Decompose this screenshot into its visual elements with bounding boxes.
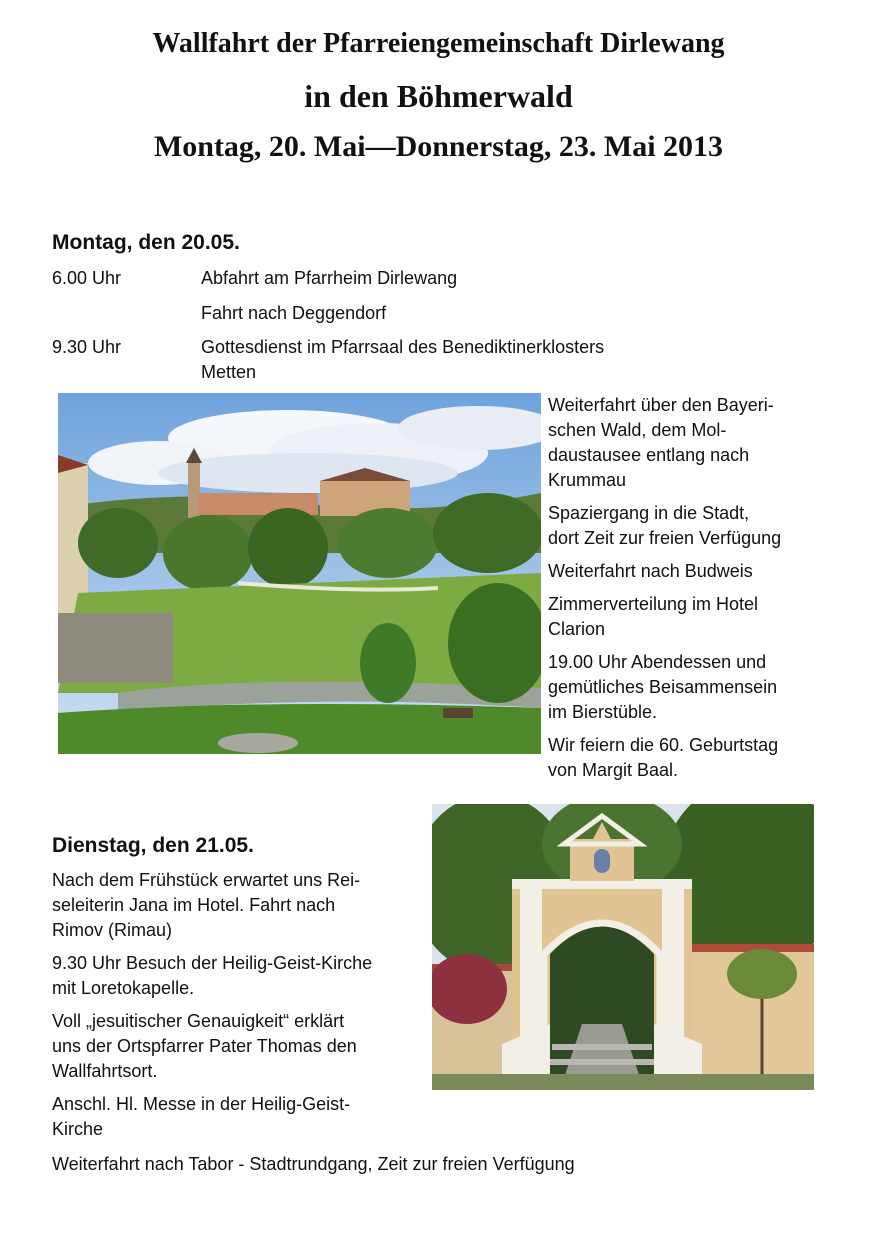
- side-line: schen Wald, dem Mol-: [548, 420, 727, 440]
- day2-line: Voll „jesuitischer Genauigkeit“ erklärt: [52, 1011, 345, 1031]
- side-line: dort Zeit zur freien Verfügung: [548, 528, 782, 548]
- krumau-landscape-photo: [58, 393, 541, 754]
- side-paragraph-6: [548, 733, 868, 783]
- side-line: Krummau: [548, 470, 627, 490]
- title-line-3: Montag, 20. Mai—Donnerstag, 23. Mai 2013: [153, 130, 724, 163]
- day2-line: Wallfahrtsort.: [52, 1061, 158, 1081]
- side-line: Weiterfahrt nach Budweis: [548, 561, 753, 581]
- day2-line: mit Loretokapelle.: [52, 978, 195, 998]
- schedule-text-3a: Gottesdienst im Pfarrsaal des Benediktinerklosters: [201, 337, 605, 357]
- day1-heading: Montag, den 20.05.: [52, 231, 240, 254]
- church-gate-photo: [432, 804, 814, 1090]
- day2-text: [52, 868, 432, 1150]
- side-line: im Bierstüble.: [548, 702, 658, 722]
- side-line: von Margit Baal.: [548, 760, 679, 780]
- day2-line: uns der Ortspfarrer Pater Thomas den: [52, 1036, 357, 1056]
- day2-line: 9.30 Uhr Besuch der Heilig-Geist-Kirche: [52, 953, 373, 973]
- side-paragraph-5: [548, 650, 868, 725]
- side-paragraph-2: [548, 501, 868, 551]
- day2-paragraph-3: [52, 1009, 432, 1084]
- side-paragraph-4: [548, 592, 868, 642]
- title-line-1: Wallfahrt der Pfarreiengemeinschaft Dirlewang: [152, 28, 725, 59]
- day2-line: Kirche: [52, 1119, 104, 1139]
- day2-line: Nach dem Frühstück erwartet uns Rei-: [52, 870, 361, 890]
- day2-paragraph-1: [52, 868, 432, 943]
- side-line: Zimmerverteilung im Hotel: [548, 594, 759, 614]
- day2-paragraph-2: [52, 951, 432, 1001]
- day2-final-line: Weiterfahrt nach Tabor - Stadtrundgang, Zeit zur freien Verfügung: [52, 1154, 575, 1174]
- side-line: Spaziergang in die Stadt,: [548, 503, 750, 523]
- day2-line: Rimov (Rimau): [52, 920, 173, 940]
- day2-heading: Dienstag, den 21.05.: [52, 834, 254, 857]
- day1-side-text: [548, 393, 868, 791]
- schedule-time-1: 6.00 Uhr: [52, 268, 122, 288]
- side-paragraph-1: [548, 393, 868, 493]
- side-line: 19.00 Uhr Abendessen und: [548, 652, 767, 672]
- day2-line: Anschl. Hl. Messe in der Heilig-Geist-: [52, 1094, 351, 1114]
- schedule-text-2: Fahrt nach Deggendorf: [201, 303, 387, 323]
- side-line: Clarion: [548, 619, 606, 639]
- side-line: Wir feiern die 60. Geburtstag: [548, 735, 779, 755]
- side-line: daustausee entlang nach: [548, 445, 750, 465]
- side-paragraph-3: [548, 559, 868, 584]
- day2-paragraph-4: [52, 1092, 432, 1142]
- day2-line: seleiterin Jana im Hotel. Fahrt nach: [52, 895, 336, 915]
- schedule-time-3: 9.30 Uhr: [52, 337, 122, 357]
- side-line: Weiterfahrt über den Bayeri-: [548, 395, 774, 415]
- schedule-text-1: Abfahrt am Pfarrheim Dirlewang: [201, 268, 458, 288]
- title-line-2: in den Böhmerwald: [304, 78, 573, 114]
- schedule-text-3b: Metten: [201, 362, 257, 382]
- side-line: gemütliches Beisammensein: [548, 677, 778, 697]
